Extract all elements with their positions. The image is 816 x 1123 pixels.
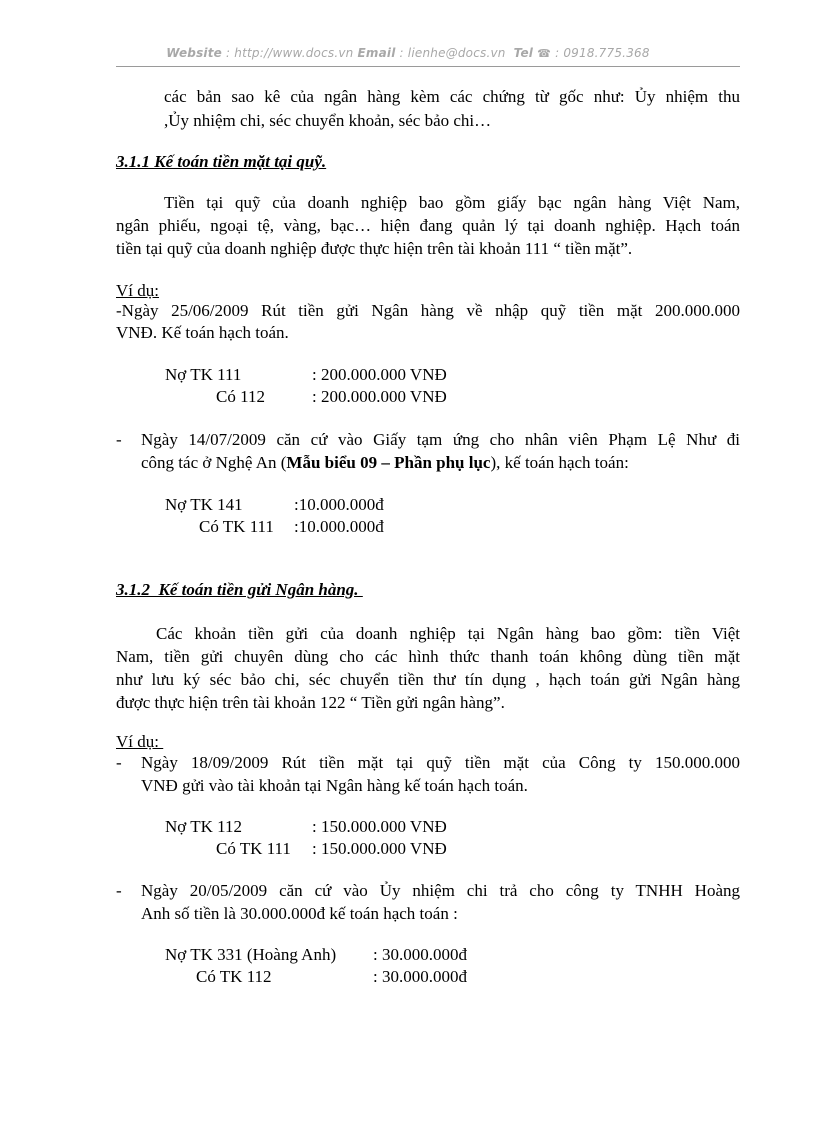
tel-value: : 0918.775.368 — [555, 46, 650, 60]
journal-debit-label: Nợ TK 112 — [165, 817, 242, 836]
journal-credit-value: :10.000.000đ — [294, 517, 384, 536]
example-line: VNĐ gửi vào tài khoản tại Ngân hàng kế toán hạch toán. — [141, 776, 528, 795]
journal-credit-label: Có TK 111 — [199, 517, 274, 536]
para-line: ngân phiếu, ngoại tệ, vàng, bạc… hiện đang quản lý tại doanh nghiệp. Hạch toán — [116, 216, 740, 235]
journal-debit-value: : 150.000.000 VNĐ — [312, 817, 447, 836]
example-line — [141, 452, 740, 474]
journal-debit-label: Nợ TK 331 (Hoàng Anh) — [165, 945, 337, 964]
section-heading-312: 3.1.2 Kế toán tiền gửi Ngân hàng. — [116, 580, 363, 599]
para-line: được thực hiện trên tài khoản 122 “ Tiền gửi ngân hàng”. — [116, 693, 505, 712]
journal-credit-label: Có 112 — [216, 387, 265, 406]
journal-credit-label: Có TK 111 — [216, 839, 291, 858]
para-line: Nam, tiền gửi chuyên dùng cho các hình thức thanh toán không dùng tiền mặt — [116, 647, 740, 666]
para-line: tiền tại quỹ của doanh nghiệp được thực hiện trên tài khoản 111 “ tiền mặt”. — [116, 239, 633, 258]
journal-credit-value: : 30.000.000đ — [373, 967, 467, 986]
example-line: Ngày 14/07/2009 căn cứ vào Giấy tạm ứng cho nhân viên Phạm Lệ Như đi — [141, 430, 740, 449]
example-text: ), kế toán hạch toán: — [490, 453, 629, 472]
para-line: Tiền tại quỹ của doanh nghiệp bao gồm giấy bạc ngân hàng Việt Nam, — [164, 193, 740, 212]
example-label: Ví dụ: — [116, 732, 164, 751]
journal-credit-value: : 150.000.000 VNĐ — [312, 839, 447, 858]
example-line: Ngày 18/09/2009 Rút tiền mặt tại quỹ tiền mặt của Công ty 150.000.000 — [141, 753, 740, 772]
example-line: Ngày 20/05/2009 căn cứ vào Ủy nhiệm chi trả cho công ty TNHH Hoàng — [141, 881, 740, 900]
bullet-dash: - — [116, 881, 122, 900]
header-divider — [116, 66, 740, 67]
journal-debit-value: : 30.000.000đ — [373, 945, 467, 964]
website-value: : http://www.docs.vn — [226, 46, 354, 60]
tel-label: Tel — [513, 46, 534, 60]
journal-credit-value: : 200.000.000 VNĐ — [312, 387, 447, 406]
example-text: công tác ở Nghệ An ( — [141, 453, 287, 472]
intro-line-2: ,Ủy nhiệm chi, séc chuyển khoản, séc bảo chi… — [164, 111, 492, 130]
example-line: VNĐ. Kế toán hạch toán. — [116, 323, 289, 342]
para-line: như lưu ký séc bảo chi, séc chuyển tiền thư tín dụng , hạch toán gửi Ngân hàng — [116, 670, 740, 689]
journal-debit-value: :10.000.000đ — [294, 495, 384, 514]
section-heading-311: 3.1.1 Kế toán tiền mặt tại quỹ. — [116, 152, 327, 171]
bullet-dash: - — [116, 430, 122, 449]
appendix-reference: Mẫu biểu 09 – Phần phụ lục — [286, 453, 491, 472]
email-value: : lienhe@docs.vn — [399, 46, 506, 60]
example-line: Anh số tiền là 30.000.000đ kế toán hạch toán : — [141, 904, 458, 923]
example-label: Ví dụ: — [116, 281, 159, 300]
example-line: -Ngày 25/06/2009 Rút tiền gửi Ngân hàng về nhập quỹ tiền mặt 200.000.000 — [116, 301, 740, 320]
journal-debit-label: Nợ TK 141 — [165, 495, 243, 514]
email-label: Email — [357, 46, 396, 60]
intro-line-1: các bản sao kê của ngân hàng kèm các chứng từ gốc như: Ủy nhiệm thu — [164, 87, 740, 106]
page-header — [0, 46, 816, 60]
telephone-icon: ☎ — [537, 47, 552, 60]
website-label: Website — [166, 46, 223, 60]
bullet-dash: - — [116, 753, 122, 772]
para-line: Các khoản tiền gửi của doanh nghiệp tại Ngân hàng bao gồm: tiền Việt — [156, 624, 740, 643]
journal-debit-value: : 200.000.000 VNĐ — [312, 365, 447, 384]
journal-credit-label: Có TK 112 — [196, 967, 272, 986]
journal-debit-label: Nợ TK 111 — [165, 365, 242, 384]
